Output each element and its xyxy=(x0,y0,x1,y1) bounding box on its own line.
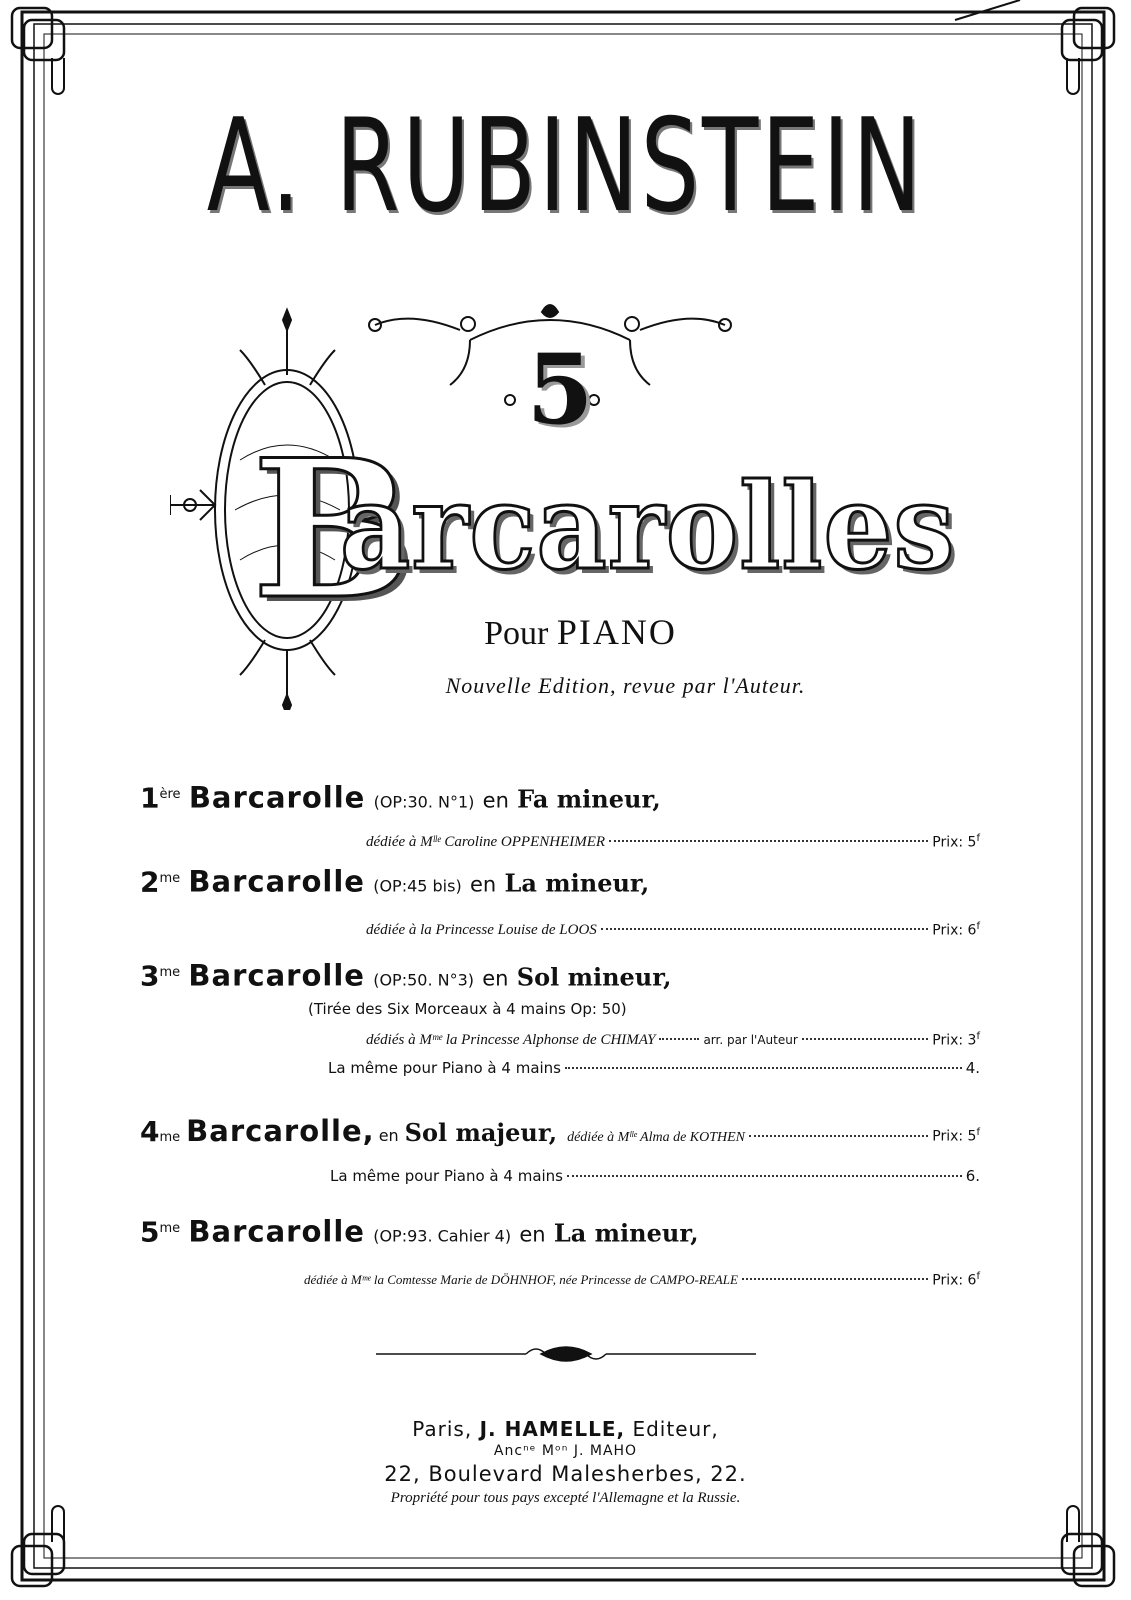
entry-price xyxy=(932,828,980,854)
entry-en: en xyxy=(519,1222,546,1247)
entry-2 xyxy=(140,862,980,941)
entry-opus: (OP:50. N°3) xyxy=(373,970,474,990)
price-unit: f xyxy=(976,832,980,844)
entry-opus: (OP:93. Cahier 4) xyxy=(373,1226,512,1246)
entry-ordinal-suffix: me xyxy=(159,965,181,980)
entry-dedication: dédiée à Mˡˡᵉ Alma de KOTHEN xyxy=(567,1130,746,1145)
entry-heading xyxy=(140,778,980,820)
price-label: Prix: 6 xyxy=(932,922,977,939)
entry-heading xyxy=(140,956,980,998)
entry-key: Sol majeur, xyxy=(404,1118,558,1147)
four-hands-price: 6. xyxy=(965,1167,980,1185)
entry-ordinal-suffix: ère xyxy=(159,787,181,802)
entry-dedication-line xyxy=(304,1266,980,1292)
price-unit: f xyxy=(976,1270,980,1282)
entry-4 xyxy=(140,1114,980,1187)
price-label: Prix: 5 xyxy=(932,834,977,851)
entry-en: en xyxy=(482,966,509,991)
entry-arrangement: arr. par l'Auteur xyxy=(703,1033,798,1048)
publisher-role: Editeur, xyxy=(632,1417,719,1441)
entry-four-hands-line xyxy=(328,1057,980,1079)
title-initial: B xyxy=(252,418,413,641)
price-unit: f xyxy=(976,920,980,932)
entry-dedication: dédiée à Mˡˡᵉ Caroline OPPENHEIMER xyxy=(366,834,606,851)
entry-name: Barcarolle, xyxy=(186,1114,375,1148)
dot-leader xyxy=(609,840,928,842)
entry-key: La mineur, xyxy=(504,868,650,898)
entry-ordinal: 5 xyxy=(140,1215,160,1249)
entry-price xyxy=(932,1026,980,1052)
price-unit: f xyxy=(976,1030,980,1042)
price-label: Prix: 3 xyxy=(932,1032,977,1049)
entry-key: Sol mineur, xyxy=(516,962,672,992)
entry-key: Fa mineur, xyxy=(517,784,661,814)
entry-dedication: dédiés à Mᵐᵉ la Princesse Alphonse de CHIMAY xyxy=(366,1032,656,1049)
publisher-line xyxy=(0,1416,1131,1442)
barcarolle-count: 5 xyxy=(526,333,594,446)
entry-key: La mineur, xyxy=(553,1218,699,1248)
dot-leader xyxy=(742,1278,928,1280)
divider-ornament xyxy=(376,1342,756,1366)
price-unit: f xyxy=(976,1127,980,1139)
entry-en: en xyxy=(378,1126,399,1145)
four-hands-label: La même pour Piano à 4 mains xyxy=(328,1059,561,1078)
dot-leader xyxy=(802,1038,928,1040)
dot-leader xyxy=(749,1135,928,1137)
entry-ordinal: 2 xyxy=(140,865,160,899)
entry-ordinal: 4 xyxy=(140,1115,160,1148)
entry-opus: (OP:45 bis) xyxy=(373,876,462,896)
entry-price xyxy=(932,916,980,942)
dot-leader xyxy=(601,928,928,930)
publisher-formerly: Ancⁿᵉ Mᵒⁿ J. MAHO xyxy=(493,1443,638,1459)
price-label: Prix: 5 xyxy=(932,1129,977,1145)
pour-label: Pour xyxy=(484,615,549,652)
entry-dedication-line xyxy=(366,828,980,854)
entry-name: Barcarolle xyxy=(188,958,365,993)
dot-leader xyxy=(567,1175,962,1177)
entry-four-hands-line xyxy=(330,1165,980,1187)
entry-heading xyxy=(140,1212,980,1254)
entry-5 xyxy=(140,1212,980,1291)
entry-dedication: dédiée à Mᵐᵉ la Comtesse Marie de DÖHNHOF, née Princesse de CAMPO-REALE xyxy=(304,1272,738,1288)
entry-ordinal: 1 xyxy=(140,781,160,815)
edition-note: Nouvelle Edition, revue par l'Auteur. xyxy=(445,673,806,698)
entry-ordinal: 3 xyxy=(140,959,160,993)
entry-3 xyxy=(140,956,980,1079)
entry-en: en xyxy=(469,872,497,897)
instrumentation xyxy=(0,612,1131,654)
entry-ordinal-suffix: me xyxy=(159,1221,181,1236)
publisher-name: J. HAMELLE, xyxy=(479,1417,626,1441)
entry-ordinal-suffix: me xyxy=(159,1130,181,1145)
entry-heading xyxy=(140,1114,980,1155)
publisher-address: 22, Boulevard Malesherbes, 22. xyxy=(384,1462,747,1486)
composer-name: A. RUBINSTEIN xyxy=(206,92,925,241)
entry-name: Barcarolle xyxy=(188,1214,365,1249)
entry-dedication-line xyxy=(366,916,980,942)
instrument-label: PIANO xyxy=(556,612,677,652)
price-label: Prix: 6 xyxy=(932,1272,977,1289)
publisher-block xyxy=(0,1416,1131,1508)
entry-ordinal-suffix: me xyxy=(159,871,181,886)
entry-name: Barcarolle xyxy=(188,864,365,899)
dot-leader xyxy=(659,1038,699,1040)
entry-price xyxy=(932,1116,980,1154)
title-rest: arcarolles xyxy=(340,457,956,596)
entry-opus: (OP:30. N°1) xyxy=(373,792,475,812)
entry-heading xyxy=(140,862,980,904)
entry-price xyxy=(932,1266,980,1292)
entry-name: Barcarolle xyxy=(188,780,366,815)
entry-dedication-line xyxy=(366,1026,980,1052)
rights-notice: Propriété pour tous pays excepté l'Allemagne et la Russie. xyxy=(390,1490,741,1506)
four-hands-label: La même pour Piano à 4 mains xyxy=(330,1167,563,1185)
entry-en: en xyxy=(482,788,509,813)
entry-dedication: dédiée à la Princesse Louise de LOOS xyxy=(366,922,597,939)
dot-leader xyxy=(565,1067,962,1069)
entry-source-note: (Tirée des Six Morceaux à 4 mains Op: 50) xyxy=(308,999,627,1018)
publisher-city: Paris, xyxy=(412,1417,473,1441)
four-hands-price: 4. xyxy=(965,1059,980,1078)
entry-1 xyxy=(140,778,980,853)
